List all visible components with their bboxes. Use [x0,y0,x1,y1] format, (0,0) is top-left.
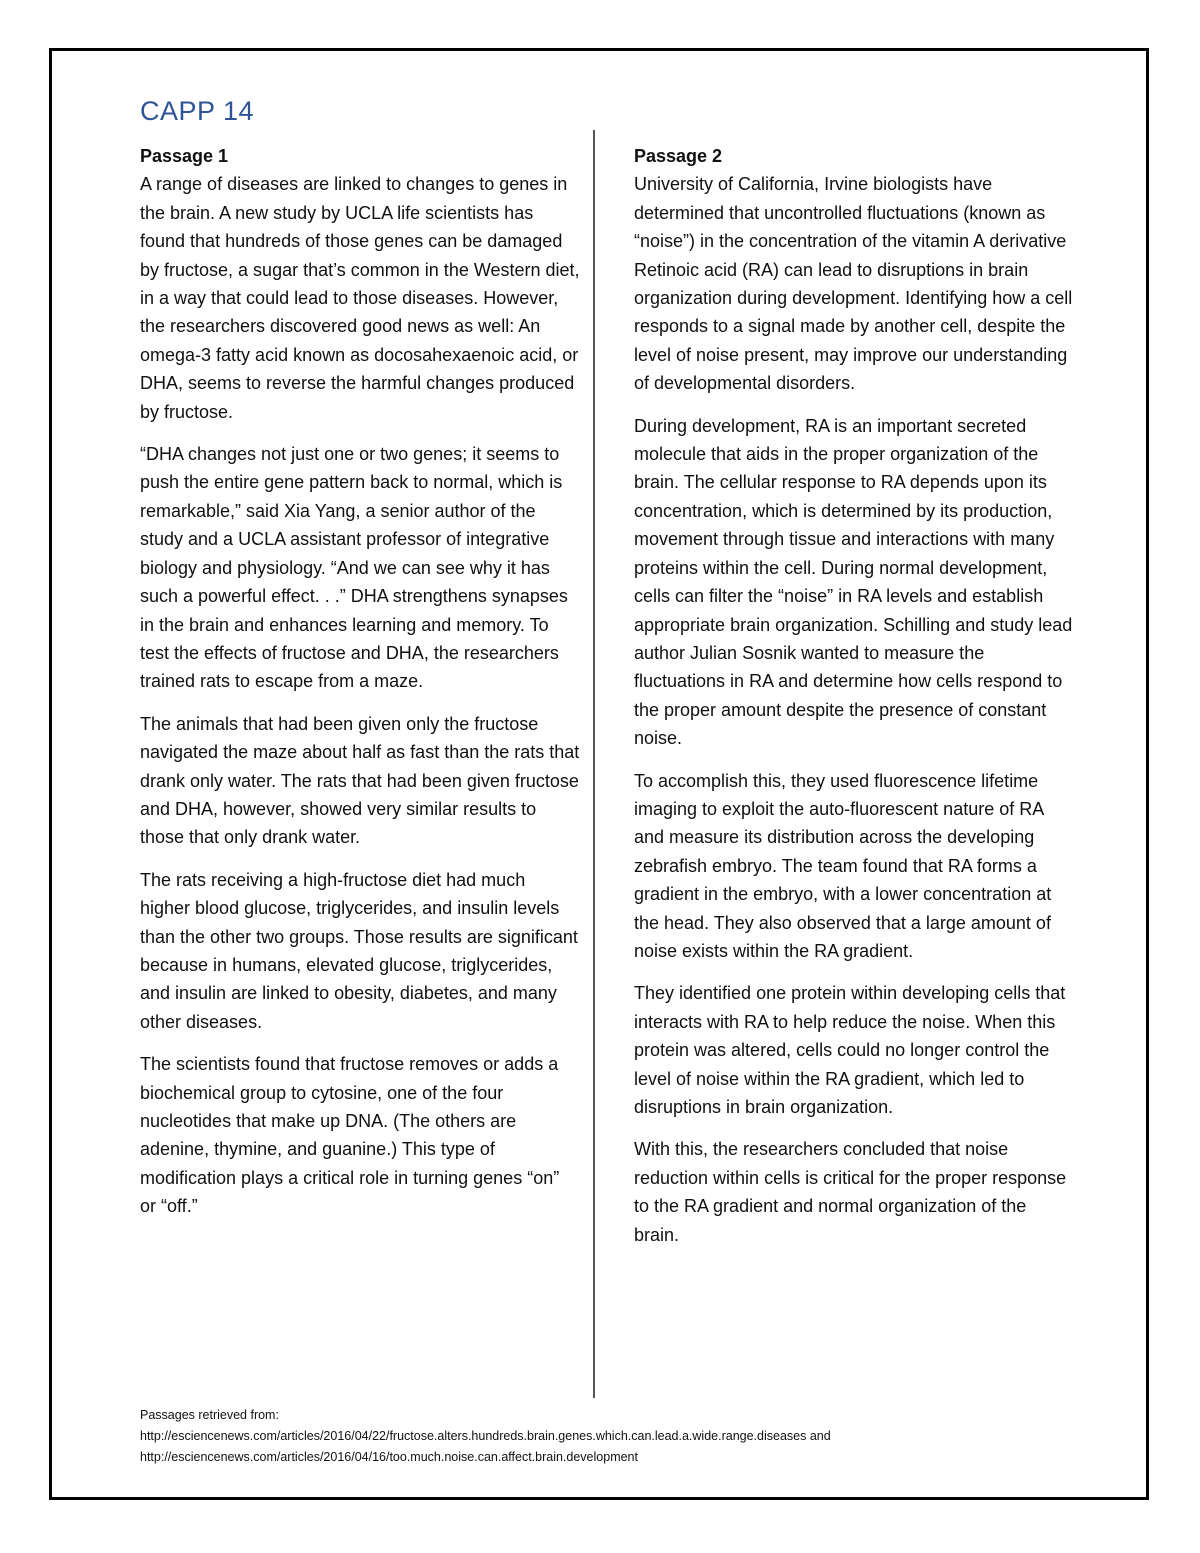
document-title: CAPP 14 [140,96,255,126]
passage-1-paragraph: The scientists found that fructose removes or adds a biochemical group to cytosine, one of the four nucleotides that make up DNA. (The others are adenine, thymine, and guanine.) This type of modification plays a critical role in turning genes “on” or “off.” [140,1054,560,1217]
sources-label: Passages retrieved from: [140,1408,279,1422]
source-link-2[interactable]: http://esciencenews.com/articles/2016/04/16/too.much.noise.can.affect.brain.development [140,1450,638,1464]
passage-2-paragraph: With this, the researchers concluded that noise reduction within cells is critical for the proper response to the RA gradient and normal organization of the brain. [634,1139,1067,1245]
passage-2-column [634,142,1074,1263]
passage-2-paragraph: They identified one protein within developing cells that interacts with RA to help reduce the noise. When this protein was altered, cells could no longer control the level of noise within the RA gradient, which led to disruptions in brain organization. [634,983,1066,1117]
passage-1-paragraph: The animals that had been given only the fructose navigated the maze about half as fast than the rats that drank only water. The rats that had been given fructose and DHA, however, showed very similar results to those that only drank water. [140,713,580,848]
passage-2-paragraph: University of California, Irvine biologists have determined that uncontrolled fluctuations (known as “noise”) in the concentration of the vitamin A derivative Retinoic acid (RA) can lead to disruptions in brain organization during development. Identifying how a cell responds to a signal made by another cell, despite the level of noise present, may improve our understanding of developmental disorders. [634,174,1073,394]
passage-1-column [140,142,580,1235]
column-divider [593,130,595,1398]
passage-2-paragraph: During development, RA is an important secreted molecule that aids in the proper organization of the brain. The cellular response to RA depends upon its concentration, which is determined by its production, movement through tissue and interactions with many proteins within the cell. During normal development, cells can filter the “noise” in RA levels and establish appropriate brain organization. Schilling and study lead author Julian Sosnik wanted to measure the fluctuations in RA and determine how cells respond to the proper amount despite the presence of constant noise. [634,415,1073,749]
passage-1-paragraph: “DHA changes not just one or two genes; it seems to push the entire gene pattern back to normal, which is remarkable,” said Xia Yang, a senior author of the study and a UCLA assistant professor of integrative biology and physiology. “And we can see why it has such a powerful effect. . .” DHA strengthens synapses in the brain and enhances learning and memory. To test the effects of fructose and DHA, the researchers trained rats to escape from a maze. [140,444,568,692]
passage-1-paragraph: A range of diseases are linked to changes to genes in the brain. A new study by UCLA life scientists has found that hundreds of those genes can be damaged by fructose, a sugar that’s common in the Western diet, in a way that could lead to those diseases. However, the researchers discovered good news as well: An omega-3 fatty acid known as docosahexaenoic acid, or DHA, seems to reverse the harmful changes produced by fructose. [140,174,580,422]
passage-2-heading: Passage 2 [634,146,723,166]
passage-2-paragraph: To accomplish this, they used fluorescence lifetime imaging to exploit the auto-fluorescent nature of RA and measure its distribution across the developing zebrafish embryo. The team found that RA forms a gradient in the embryo, with a lower concentration at the head. They also observed that a large amount of noise exists within the RA gradient. [634,770,1052,961]
passage-1-heading: Passage 1 [140,146,229,166]
sources-footer [140,1405,1140,1468]
passage-1-paragraph: The rats receiving a high-fructose diet had much higher blood glucose, triglycerides, and insulin levels than the other two groups. Those results are significant because in humans, elevated glucose, triglycerides, and insulin are linked to obesity, diabetes, and many other diseases. [140,869,578,1032]
source-link-1[interactable]: http://esciencenews.com/articles/2016/04/22/fructose.alters.hundreds.brain.genes.which.can.lead.a.wide.range.diseases and [140,1429,831,1443]
